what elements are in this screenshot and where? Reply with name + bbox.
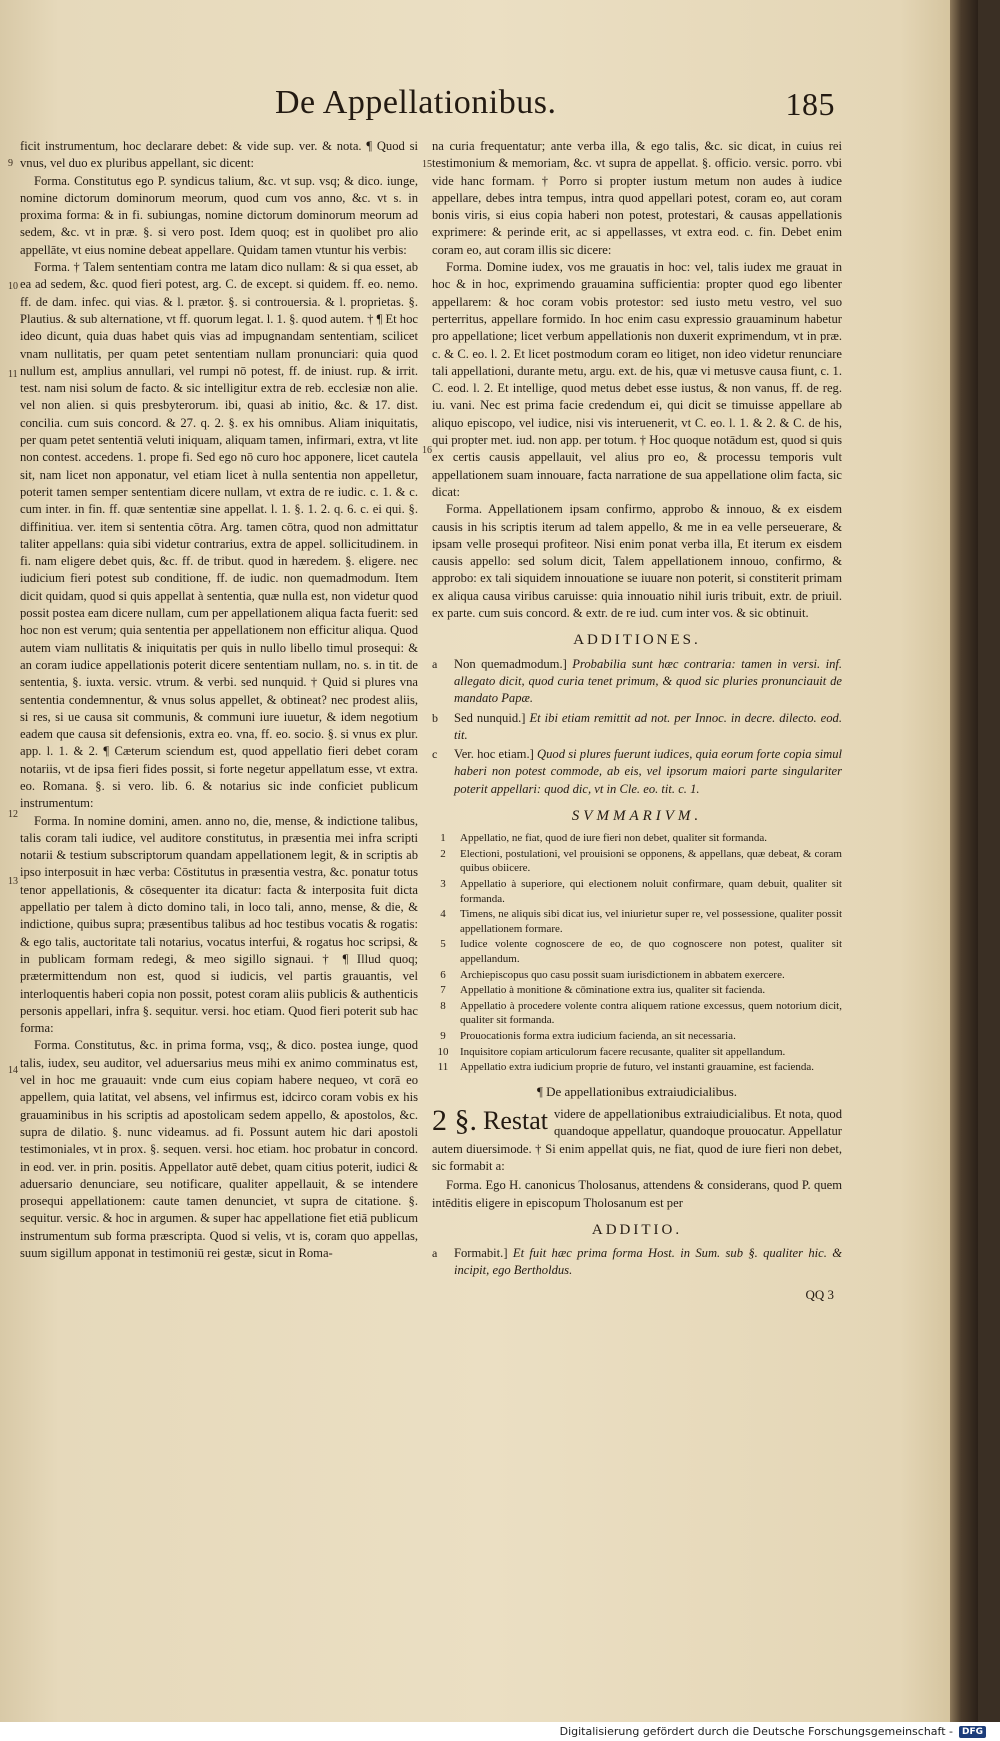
additio-item	[432, 656, 842, 708]
additio-letter: b	[432, 710, 438, 725]
footer-text: Digitalisierung gefördert durch die Deutsche Forschungsgemeinschaft -	[559, 1725, 953, 1738]
margin-number: 12	[8, 809, 18, 820]
margin-number: 9	[8, 158, 13, 169]
paragraph: Forma. Ego H. canonicus Tholosanus, attendens & considerans, quod P. quem intēditis eligere in episcopum Tholosanum est per	[432, 1178, 842, 1210]
page-header	[275, 84, 835, 132]
paragraph: Forma. Constitutus, &c. in prima forma, vsq;, & dico. postea iunge, quod talis, iudex, seu auditor, vel aduersarius meus mihi ex animo comminatus est, vel in hoc me grauauit: vnde cum eius copiam habere nequeo, vt corā eo appellem, quia latitat, vel absens, vel infirmus est, idcirco coram vobis ex his grauaminibus in his scriptis ad apostolicam sedem appello, & apostolos, &c. supra de dilatio. §. nunc videamus. ad fi. Possunt autem hic dari apostoli testimoniales, vt in prox. §. sequen. versi. hoc etiam. hoc probatur in concord. in eod. ver. in prin. positis. Appellator autē debet, quam citius poterit, iudici & aduersario denunciare, seu notificare, qualiter appellauit, & se intendere prosequi appellationem: caute tamen denunciet, vt supra de citatione. §. sequitur. versic. & hoc in argumen. & super hac appellatione fiet etiā publicum instrumentum sub forma præscripta. Quod si velis, vt is, coram quo appellas, suum sigillum apponat in testimoniū rei gestæ, sicut in Roma-	[20, 1038, 418, 1260]
margin-number: 10	[8, 281, 18, 292]
summary-item: 3 Appellatio à superiore, qui electionem noluit confirmare, quam debuit, qualiter sit formanda.	[440, 878, 842, 905]
page-number: 185	[785, 86, 835, 122]
footer-bar	[0, 1722, 1000, 1741]
summarium-list	[432, 831, 842, 1075]
additio-text: Et fuit hæc prima forma Host. in Sum. sub §. qualiter hic. & incipit, ego Bertholdus.	[454, 1246, 843, 1278]
margin-number: 11	[8, 369, 18, 380]
summary-item: 9 Prouocationis forma extra iudicium facienda, an sit necessaria.	[440, 1030, 736, 1042]
additio-item	[432, 746, 842, 798]
summary-item: 11 Appellatio extra iudicium proprie de futuro, vel instanti grauamine, est facienda.	[437, 1061, 815, 1074]
additio-lemma: Ver. hoc etiam.]	[454, 747, 534, 762]
additio-item	[432, 710, 842, 745]
additio-letter: a	[432, 656, 438, 671]
paragraph: Forma. † Talem sententiam contra me latam dico nullam: & si qua esset, ab ea ad sedem, &c. quod fieri potest, arg. C. de except. si quidem. ff. eo. nemo. ff. de dam. infec. qui vias. & l. prætor. §. si controuersia. & l. proprietas. §. Plautius. & sub alternatione, vt ff. quorum legat. l. 1. §. quod autem. † ¶ Et hoc ideo dicunt, quia duas habet quis vias ad impugnandam sententiam, scilicet vnam nullitatis, per quam petet sententiam nullam pronunciari: quia quod nullum est, amplius annullari, vel rumpi nō potest, ff. de iniust. rup. & irrit. test. nam nisi solum de facto. & sic intelligitur extra de reb. ecclesiæ non alie. vel non alien. si quis presbyterorum. ibi, quasi ab initio, &c. & 17. dist. concilia. cum suis concord. & 27. q. 2. §. ex his omnibus. Aliam iniquitatis, per quam petet sententiā veluti iniquam, aliquam tamen, infirmari, extra, vt lite non contest. accedens. 1. prope fi. Sed ego nō curo hoc apponere, licet cautela sit, nam licet non apponatur, vel etiam licet à nulla sententia non appelletur, poterit tamen semper sententiam dicere nullam, vt extra de re iudic. c. 1. & c. cum inter. in fin. ff. quæ sententiæ sine appellat. l. 1. §. 1. 2. q. 6. c. ei qui. §. diffinitiua. ver. item si sententia cōtra. Arg. tamen cōtra, quod non admittatur taliter appellans: quia sibi videtur contrarius, extra de appel. sollicitudinem. in fi. nam eligere debet quis, &c. ff. de tribut. quod in hæredem. §. eligere. nec iudicium fieri potest sub conditione, ff. de iudic. non quemadmodum. Item dicit quidam, quod si quis appellat à sententia, quæ nulla est, non videtur quod possit postea eam dicere nullam, cum per appellationem aliqua facta fuerit: sed hoc non est verum; quia sententia per appellationem non efficitur aliqua. Quod autem viam nullitatis & iniquitatis per quis in nullo libello timul prosequi: & an coram iudice appellationis poterit dicere sententiam nullam, no. s. in tit. de sententia, §. iuxta. versic. vtrum. & verbi. sed nunquid. † Quid si plures vna sententia condemnentur, & vnus solus appellet, & obtineat? nec prodest aliis, si res, si ue causa sit communis, & communi iure iuuetur, & idem negotium eadem que causa sit defensionis, extra eo. vna, ff. eo. socio. §. si vnus ex plur. app. l. 1. & 2. ¶ Cæterum sciendum est, quod appellatio fieri debet coram notariis, vt de ipsa fieri fides possit, si forte negetur appellatum esse, vt extra. eo. Romana. §. si vero. lib. 6. & notarius sic inde conficiet publicum instrumentum:	[20, 260, 418, 811]
section-number: 2 §.	[432, 1104, 477, 1138]
signature-mark: QQ 3	[805, 1286, 834, 1302]
additio-text: Et ibi etiam remittit ad not. per Innoc. in decre. dilecto. eod. tit.	[454, 710, 842, 742]
drop-word: Restat	[483, 1106, 548, 1136]
additio-lemma: Formabit.]	[454, 1246, 508, 1261]
summary-item: 2 Electioni, postulationi, vel prouisioni se opponens, & appellans, quæ debeat, & coram quibus obiicere.	[440, 847, 842, 875]
dfg-logo: DFG	[959, 1726, 986, 1738]
paragraph: na curia frequentatur; ante verba illa, & ego talis, &c. sic dicat, in cuius rei testimonium & memoriam, &c. vt supra de appellat. §. officio. versic. porro. vbi vide hanc formam. † Porro si propter iustum metum non audes à iudice appellare, debes intra tempus, intra quod appellari potest, coram eo, aut coram bonis viris, si eius copia haberi non potest, protestari, & causas appellationis exprimere: & perinde erit, ac si appellasses, vt extra eod. c. fin. Debet enim coram eo, aut coram illis sic dicere:	[432, 139, 842, 257]
subheading: ¶ De appellationibus extraiudicialibus.	[536, 1083, 738, 1099]
right-column	[432, 138, 842, 1303]
additio-lemma: Sed nunquid.]	[454, 710, 526, 725]
additiones-heading: ADDITIONES.	[573, 632, 701, 649]
paragraph: Forma. Domine iudex, vos me grauatis in hoc: vel, talis iudex me grauat in hoc & in hoc, exprimendo grauamina sufficientia: propter quod ego libenter appellarem: & hoc coram vobis protestor: sed iusto metu vestro, vel suo perterritus, appellare formido. In hoc enim casu expressio grauaminum habetur pro appellatione; licet verbum appellationis non duxerit exprimendum, vt in præ. c. & C. eo. l. 2. Et licet postmodum coram eo litiget, non ideo videtur renunciare tali appellationi, durante metu, argu. ext. de his, quæ vi metusve causa fiunt, c. 1. C. eod. l. 2. Et intellige, quod metus debet esse iustus, & non vanus, ff. de reg. iu. vani. Nec est prima facie credendum ei, qui dicit se timuisse appellare ab aliquo episcopo, vel iudice, nisi vis interuenerit, vt C. eo. l. 1. & 2. & C. de his, qui propter met. iud. non app. per totum. † Hoc quoque notādum est, quod si quis ex certis causis appellauit, vel alius pro eo, & processu temporis vult appellationem suam innouare, facta narratione de sua appellatione olim facta, sic dicat:	[432, 260, 842, 499]
margin-number: 16	[422, 445, 432, 456]
summary-item: 7 Appellatio à monitione & cōminatione extra ius, qualiter sit facienda.	[440, 984, 766, 997]
paragraph: ficit instrumentum, hoc declarare debet: & vide sup. ver. & nota. ¶ Quod si vnus, vel duo ex pluribus appellant, sic dicent:	[20, 139, 418, 171]
left-column	[20, 138, 418, 1262]
paragraph: Forma. Appellationem ipsam confirmo, approbo & innouo, & ex eisdem causis in his scriptis iterum ad talem appello, & me in ea velle perseuerare, & ipsam velle prosequi profiteor. Nisi enim ponat verba illa, Et iterum ex eisdem causis appello: sed solum dicit, Talem appellationem innouo, confirmo, & approbo: ex tali siquidem innouatione se iuuare non poterit, si constiterit primam ex aliqua causa viribus caruisse: quia innouatio nihil iuris tribuit, extr. de priuil. ex parte. cum suis concord. & extr. de re iud. cum inter vos. & sic obtinuit.	[432, 502, 842, 621]
additio-lemma: Non quemadmodum.]	[454, 656, 567, 671]
margin-number: 13	[8, 876, 18, 887]
margin-number: 15	[422, 159, 432, 170]
summarium-heading: SVMMARIVM.	[571, 807, 703, 824]
additio-heading: ADDITIO.	[591, 1221, 683, 1238]
running-title: De Appellationibus.	[275, 84, 557, 121]
paragraph: Forma. In nomine domini, amen. anno no, die, mense, & indictione talibus, talis coram tali iudice, vel auditore constitutus, in præsentia mei infra scripti notarii & testium subscriptorum quandam appellationem legit, & in scriptis ab ipso interposuit in hæc verba: Cōstitutus in præsentia vestra, &c. ponatur totus tenor appellationis, & cōsequenter ita dicatur: facta & interposita fuit dicta appellatio per talem à dicto domino tali, in loco tali, anno, mense, & die, & indictione, quibus supra; præsentibus talibus ad hoc testibus vocatis & rogatis: & ego talis, auctoritate tali notarius, vocatus interfui, & rogatus hoc scripsi, & in publicam formam redegi, & meo sigillo signaui. † ¶ Illud quoq; prætermittendum non est, quod si iudicis, vel partis grauantis, vel interloquentis haberi copia non possit, potest coram aliis publicis & authenticis personis appellari, infra §. sequitur. versi. hoc etiam. Quod fieri poterit sub hac forma:	[20, 813, 418, 1036]
summary-item: 6 Archiepiscopus quo casu possit suam iurisdictionem in abbatem exercere.	[440, 968, 785, 981]
additio-letter: c	[432, 747, 438, 762]
paragraph: Forma. Constitutus ego P. syndicus talium, &c. vt sup. vsq; & dico. iunge, nomine dictorum dominorum meorum, quod cum vos anno, &c. vt s. in proxima forma: & in fi. subiungas, nomine dictorum dominorum meorum ad sedem, &c. vt in præ. §. si vero post. Idem quoq; est in quolibet pro alio appellāte, vt eius nomine debeat appellare. Quidam tamen vtuntur his verbis:	[20, 173, 418, 257]
summary-item: 1 Appellatio, ne fiat, quod de iure fieri non debet, qualiter sit formanda.	[440, 832, 767, 845]
additio-letter: a	[432, 1246, 438, 1261]
additio-text: Probabilia sunt hæc contraria: tamen in versi. inf. allegato dicit, quod curia tenet primum, & quod sic pluries pronunciauit de mandato Papæ.	[454, 656, 843, 706]
summary-item: 10 Inquisitore copiam articulorum facere recusante, qualiter sit appellandum.	[437, 1045, 786, 1058]
summary-item: 4 Timens, ne aliquis sibi dicat ius, vel iniurietur super re, vel possessione, qualiter possit appellationem formare.	[440, 908, 842, 935]
summary-item: 5 Iudice volente cognoscere de eo, de quo cognoscere non potest, qualiter sit appellandum.	[440, 938, 842, 966]
restat-text: videre de appellationibus extraiudicialibus. Et nota, quod quandoque appellatur, quandoque prouocatur. Appellatur autem diuersimode. † Si enim appellat quis, ne fiat, quod de iure fieri non debet, sic formabit a:	[432, 1107, 842, 1173]
additio-text: Quod si plures fuerunt iudices, quia eorum forte copia simul haberi non potest commode, ab eis, vel ipsorum maiori parte singulariter poterit appellari: quod dic, vt in Cle. eo. tit. c. 1.	[454, 747, 843, 796]
additio-item	[432, 1245, 842, 1280]
page-edge	[950, 0, 978, 1722]
summary-item: 8 Appellatio à procedere volente contra aliquem ratione excessus, quem notorium dicit, qualiter sit formanda.	[440, 999, 842, 1027]
margin-number: 14	[8, 1065, 18, 1076]
restat-paragraph	[432, 1106, 842, 1175]
